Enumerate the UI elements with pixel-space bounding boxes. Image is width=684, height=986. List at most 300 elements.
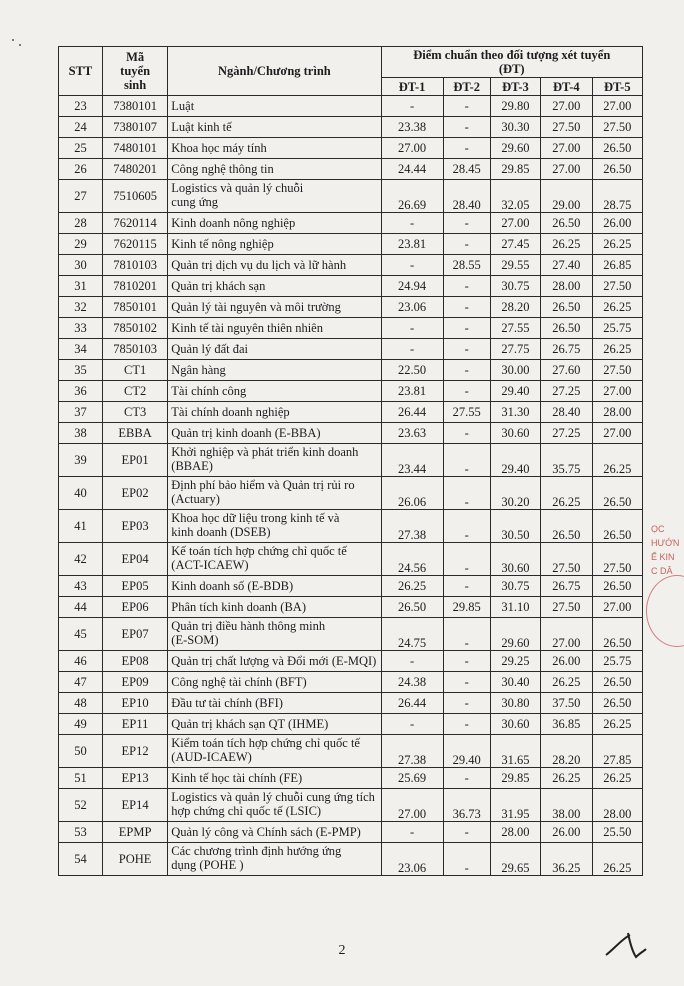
row-code: 7480101 [102,138,167,159]
row-code: EP02 [102,477,167,510]
row-score-dt-2: - [443,843,490,876]
row-score-dt-3: 27.75 [490,339,540,360]
row-program [168,822,381,843]
program-line: (Actuary) [171,492,220,506]
program-line: Phân tích kinh doanh (BA) [171,600,306,614]
row-score-dt-2: - [443,297,490,318]
row-program [168,789,381,822]
row-score-dt-1: 27.00 [381,138,443,159]
row-score-dt-3: 29.80 [490,96,540,117]
row-score-dt-1: 23.63 [381,423,443,444]
row-score-dt-2: - [443,381,490,402]
row-stt: 45 [59,618,103,651]
table-row [59,117,643,138]
header-score-group [381,47,643,78]
row-score-dt-5: 26.50 [592,159,642,180]
row-code: EPMP [102,822,167,843]
row-score-dt-1: 26.06 [381,477,443,510]
row-code: 7810103 [102,255,167,276]
table-row [59,543,643,576]
row-score-dt-3: 29.85 [490,159,540,180]
row-stt: 44 [59,597,103,618]
program-line: (E-SOM) [171,633,219,647]
row-score-dt-3: 29.55 [490,255,540,276]
row-score-dt-3: 31.95 [490,789,540,822]
program-line: Kinh doanh số (E-BDB) [171,579,294,593]
row-score-dt-3: 30.60 [490,714,540,735]
row-score-dt-4: 27.25 [541,381,592,402]
row-score-dt-1: - [381,651,443,672]
row-score-dt-2: - [443,576,490,597]
row-code: EP03 [102,510,167,543]
row-score-dt-1: - [381,96,443,117]
row-score-dt-5: 27.00 [592,423,642,444]
row-score-dt-5: 26.25 [592,843,642,876]
row-program [168,444,381,477]
stamp-line-1: ỌC [651,524,665,534]
row-score-dt-2: 27.55 [443,402,490,423]
row-score-dt-1: 26.44 [381,402,443,423]
table-row [59,423,643,444]
row-score-dt-3: 29.60 [490,618,540,651]
row-code: CT3 [102,402,167,423]
row-score-dt-1: 26.44 [381,693,443,714]
row-code: EP06 [102,597,167,618]
row-score-dt-2: - [443,138,490,159]
row-score-dt-2: - [443,714,490,735]
program-line: Các chương trình định hướng ứng [171,844,342,858]
header-stt: STT [59,47,103,96]
row-score-dt-5: 26.25 [592,444,642,477]
row-score-dt-3: 27.55 [490,318,540,339]
row-score-dt-3: 30.75 [490,576,540,597]
row-score-dt-2: - [443,510,490,543]
row-score-dt-3: 30.00 [490,360,540,381]
table-row [59,597,643,618]
row-score-dt-1: 23.81 [381,234,443,255]
row-code: EP01 [102,444,167,477]
row-score-dt-3: 29.60 [490,138,540,159]
row-score-dt-1: 26.50 [381,597,443,618]
row-code: 7850103 [102,339,167,360]
row-score-dt-2: 36.73 [443,789,490,822]
row-score-dt-5: 26.25 [592,768,642,789]
row-score-dt-1: 25.69 [381,768,443,789]
row-program [168,339,381,360]
row-score-dt-4: 27.00 [541,96,592,117]
row-score-dt-1: - [381,213,443,234]
row-score-dt-5: 26.25 [592,234,642,255]
row-score-dt-4: 26.00 [541,822,592,843]
table-row [59,255,643,276]
row-score-dt-3: 29.40 [490,381,540,402]
row-code: CT1 [102,360,167,381]
row-score-dt-4: 26.75 [541,339,592,360]
row-program [168,213,381,234]
stamp-line-3: Ế KIN [651,552,675,562]
program-line: Định phí bảo hiểm và Quản trị rủi ro [171,478,355,492]
program-line: Tài chính doanh nghiệp [171,405,290,419]
row-program [168,138,381,159]
row-score-dt-2: - [443,651,490,672]
row-code: EP09 [102,672,167,693]
header-code-line2: tuyển [120,64,151,78]
row-code: EP05 [102,576,167,597]
row-program [168,318,381,339]
program-line: Kinh doanh nông nghiệp [171,216,296,230]
row-program [168,543,381,576]
program-line: dụng (POHE ) [171,858,244,872]
program-line: Kinh tế tài nguyên thiên nhiên [171,321,323,335]
row-score-dt-2: - [443,318,490,339]
program-line: Quản trị dịch vụ du lịch và lữ hành [171,258,347,272]
row-score-dt-1: - [381,339,443,360]
row-score-dt-1: 23.06 [381,843,443,876]
row-score-dt-5: 26.50 [592,576,642,597]
row-score-dt-2: 28.45 [443,159,490,180]
program-line: hợp chứng chỉ quốc tế (LSIC) [171,804,322,818]
row-program [168,180,381,213]
row-score-dt-2: - [443,693,490,714]
row-stt: 52 [59,789,103,822]
row-score-dt-5: 26.00 [592,213,642,234]
row-code: 7380107 [102,117,167,138]
row-score-dt-1: 27.38 [381,735,443,768]
row-code: CT2 [102,381,167,402]
row-score-dt-4: 27.50 [541,597,592,618]
table-row [59,693,643,714]
row-score-dt-5: 27.50 [592,543,642,576]
header-program: Ngành/Chương trình [168,47,381,96]
row-score-dt-5: 28.00 [592,402,642,423]
program-line: Công nghệ tài chính (BFT) [171,675,307,689]
row-score-dt-2: - [443,234,490,255]
row-code: EP04 [102,543,167,576]
row-score-dt-4: 38.00 [541,789,592,822]
row-score-dt-4: 26.50 [541,297,592,318]
row-score-dt-2: - [443,360,490,381]
row-score-dt-1: 23.06 [381,297,443,318]
header-dt-3: ĐT-3 [490,78,540,96]
row-code: 7480201 [102,159,167,180]
program-line: Kinh tế nông nghiệp [171,237,274,251]
program-line: Quản lý tài nguyên và môi trường [171,300,341,314]
table-row [59,822,643,843]
row-score-dt-1: 24.75 [381,618,443,651]
row-program [168,117,381,138]
row-score-dt-5: 26.85 [592,255,642,276]
row-stt: 49 [59,714,103,735]
row-stt: 32 [59,297,103,318]
row-score-dt-1: 24.94 [381,276,443,297]
table-row [59,651,643,672]
program-line: Luật kinh tế [171,120,232,134]
header-dt-5: ĐT-5 [592,78,642,96]
row-score-dt-5: 26.50 [592,672,642,693]
program-line: Quản trị khách sạn [171,279,266,293]
row-score-dt-3: 29.65 [490,843,540,876]
row-score-dt-3: 31.30 [490,402,540,423]
row-score-dt-2: 28.40 [443,180,490,213]
row-stt: 53 [59,822,103,843]
table-row [59,618,643,651]
row-stt: 37 [59,402,103,423]
row-stt: 48 [59,693,103,714]
row-program [168,360,381,381]
row-program [168,255,381,276]
program-line: Quản trị điều hành thông minh [171,619,326,633]
header-code-line3: sinh [123,78,147,92]
program-line: Luật [171,99,195,113]
row-score-dt-3: 29.25 [490,651,540,672]
header-code [102,47,167,96]
row-stt: 27 [59,180,103,213]
table-row [59,444,643,477]
row-score-dt-1: 22.50 [381,360,443,381]
row-score-dt-1: 23.38 [381,117,443,138]
row-score-dt-3: 30.80 [490,693,540,714]
row-score-dt-4: 37.50 [541,693,592,714]
row-score-dt-4: 35.75 [541,444,592,477]
row-score-dt-5: 27.00 [592,597,642,618]
row-score-dt-5: 26.25 [592,297,642,318]
row-program [168,651,381,672]
row-code: 7850102 [102,318,167,339]
table-row [59,381,643,402]
row-stt: 46 [59,651,103,672]
row-score-dt-4: 27.00 [541,138,592,159]
row-program [168,96,381,117]
row-code: EP14 [102,789,167,822]
row-score-dt-1: 26.25 [381,576,443,597]
table-row [59,234,643,255]
row-score-dt-2: - [443,618,490,651]
row-stt: 54 [59,843,103,876]
red-stamp [646,575,684,647]
table-row [59,159,643,180]
row-score-dt-4: 27.00 [541,159,592,180]
scan-speck-marks [10,36,30,50]
row-score-dt-3: 28.20 [490,297,540,318]
row-score-dt-2: 28.55 [443,255,490,276]
table-row [59,789,643,822]
table-row [59,714,643,735]
row-score-dt-3: 29.40 [490,444,540,477]
table-row [59,402,643,423]
row-program [168,423,381,444]
row-stt: 24 [59,117,103,138]
program-line: Kiểm toán tích hợp chứng chỉ quốc tế [171,736,360,750]
row-score-dt-3: 30.20 [490,477,540,510]
stamp-line-4: C DÂ [651,566,673,576]
header-score-line2: (ĐT) [498,62,525,76]
program-line: (AUD-ICAEW) [171,750,252,764]
row-stt: 41 [59,510,103,543]
row-score-dt-2: 29.85 [443,597,490,618]
row-score-dt-5: 27.50 [592,360,642,381]
program-line: Quản trị kinh doanh (E-BBA) [171,426,321,440]
stamp-partial-text [651,522,684,578]
table-row [59,477,643,510]
row-program [168,735,381,768]
row-program [168,234,381,255]
row-score-dt-2: 29.40 [443,735,490,768]
row-score-dt-4: 27.50 [541,543,592,576]
program-line: Kinh tế học tài chính (FE) [171,771,303,785]
row-stt: 47 [59,672,103,693]
program-line: Quản trị chất lượng và Đổi mới (E-MQI) [171,654,377,668]
row-score-dt-4: 36.85 [541,714,592,735]
row-score-dt-3: 30.30 [490,117,540,138]
row-score-dt-2: - [443,213,490,234]
row-score-dt-4: 36.25 [541,843,592,876]
program-line: Quản trị khách sạn QT (IHME) [171,717,329,731]
row-score-dt-5: 28.00 [592,789,642,822]
row-score-dt-4: 27.00 [541,618,592,651]
row-code: EP11 [102,714,167,735]
row-score-dt-1: - [381,822,443,843]
row-code: EP08 [102,651,167,672]
program-line: Kế toán tích hợp chứng chỉ quốc tế [171,544,347,558]
row-score-dt-5: 27.50 [592,117,642,138]
table-row [59,510,643,543]
row-score-dt-1: 23.81 [381,381,443,402]
table-row [59,213,643,234]
program-line: Tài chính công [171,384,247,398]
row-score-dt-3: 31.10 [490,597,540,618]
row-score-dt-2: - [443,423,490,444]
row-stt: 25 [59,138,103,159]
table-row [59,96,643,117]
program-line: Logistics và quản lý chuỗi cung ứng tích [171,790,375,804]
row-code: 7850101 [102,297,167,318]
row-score-dt-5: 27.85 [592,735,642,768]
page-number: 2 [338,943,346,958]
row-score-dt-4: 26.25 [541,234,592,255]
row-score-dt-1: 27.38 [381,510,443,543]
row-score-dt-4: 28.40 [541,402,592,423]
row-score-dt-2: - [443,117,490,138]
header-dt-2: ĐT-2 [443,78,490,96]
row-stt: 33 [59,318,103,339]
row-stt: 30 [59,255,103,276]
admission-score-table [58,46,643,876]
program-line: Logistics và quản lý chuỗi [171,181,304,195]
row-program [168,297,381,318]
row-score-dt-3: 30.60 [490,423,540,444]
row-stt: 23 [59,96,103,117]
row-score-dt-2: - [443,339,490,360]
program-line: Ngân hàng [171,363,226,377]
program-line: Quản lý đất đai [171,342,248,356]
row-score-dt-3: 27.45 [490,234,540,255]
row-score-dt-2: - [443,96,490,117]
program-line: (BBAE) [171,459,213,473]
row-stt: 31 [59,276,103,297]
row-stt: 35 [59,360,103,381]
signature-mark [600,925,650,965]
row-score-dt-3: 29.85 [490,768,540,789]
row-score-dt-5: 26.50 [592,618,642,651]
row-stt: 43 [59,576,103,597]
program-line: cung ứng [171,195,218,209]
row-score-dt-5: 26.25 [592,714,642,735]
program-line: Khởi nghiệp và phát triển kinh doanh [171,445,359,459]
row-score-dt-2: - [443,822,490,843]
row-score-dt-4: 26.50 [541,213,592,234]
row-score-dt-1: 26.69 [381,180,443,213]
row-score-dt-1: - [381,255,443,276]
row-program [168,381,381,402]
program-line: kinh doanh (DSEB) [171,525,271,539]
program-line: Quản lý công và Chính sách (E-PMP) [171,825,361,839]
row-program [168,693,381,714]
row-score-dt-4: 28.00 [541,276,592,297]
row-score-dt-3: 28.00 [490,822,540,843]
row-score-dt-3: 27.00 [490,213,540,234]
row-score-dt-3: 30.40 [490,672,540,693]
table-row [59,318,643,339]
row-score-dt-3: 30.60 [490,543,540,576]
row-score-dt-1: - [381,714,443,735]
row-program [168,276,381,297]
row-score-dt-4: 28.20 [541,735,592,768]
table-row [59,768,643,789]
row-program [168,843,381,876]
row-score-dt-2: - [443,276,490,297]
row-score-dt-2: - [443,543,490,576]
row-score-dt-4: 26.25 [541,672,592,693]
row-program [168,597,381,618]
row-score-dt-3: 30.50 [490,510,540,543]
row-score-dt-1: 24.38 [381,672,443,693]
row-stt: 36 [59,381,103,402]
program-line: Khoa học máy tính [171,141,267,155]
row-code: 7620115 [102,234,167,255]
row-score-dt-1: 27.00 [381,789,443,822]
row-code: EP07 [102,618,167,651]
row-stt: 40 [59,477,103,510]
row-score-dt-2: - [443,672,490,693]
row-stt: 26 [59,159,103,180]
row-score-dt-4: 27.60 [541,360,592,381]
row-score-dt-5: 26.50 [592,138,642,159]
header-dt-1: ĐT-1 [381,78,443,96]
row-score-dt-5: 26.50 [592,693,642,714]
row-program [168,477,381,510]
row-score-dt-5: 26.50 [592,510,642,543]
header-code-line1: Mã [126,50,145,64]
program-line: (ACT-ICAEW) [171,558,249,572]
row-score-dt-1: - [381,318,443,339]
row-code: EP12 [102,735,167,768]
row-stt: 50 [59,735,103,768]
row-score-dt-4: 27.25 [541,423,592,444]
row-program [168,159,381,180]
table-row [59,735,643,768]
row-score-dt-4: 29.00 [541,180,592,213]
table-row [59,180,643,213]
header-dt-4: ĐT-4 [541,78,592,96]
table-row [59,576,643,597]
row-code: 7380101 [102,96,167,117]
table-row [59,360,643,381]
row-code: POHE [102,843,167,876]
row-stt: 34 [59,339,103,360]
header-score-line1: Điểm chuẩn theo đối tượng xét tuyển [413,48,611,62]
row-score-dt-4: 27.50 [541,117,592,138]
row-score-dt-3: 31.65 [490,735,540,768]
